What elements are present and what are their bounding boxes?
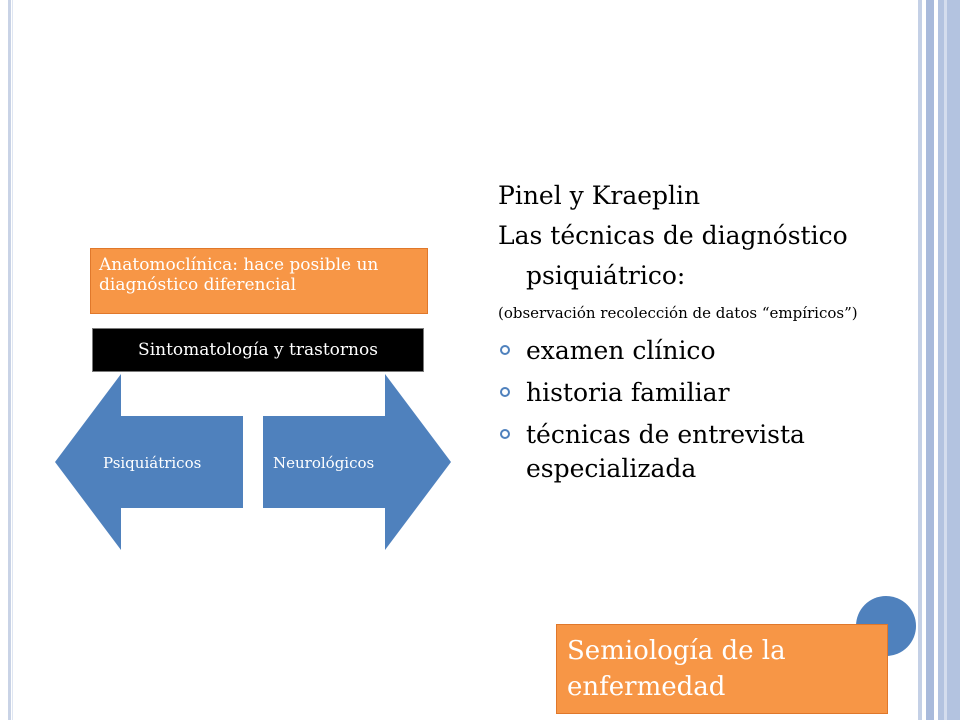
ring-bullet-icon [500, 387, 510, 397]
right-border-strip [926, 0, 934, 720]
arrows-diagram [55, 370, 455, 554]
left-border-inner [12, 0, 13, 720]
content-text [498, 176, 908, 494]
left-arrow-label: Psiquiátricos [103, 454, 202, 472]
bullet-list [498, 334, 908, 486]
sintomatologia-text: Sintomatología y trastornos [138, 340, 378, 360]
list-item [498, 418, 908, 486]
anatomoclinica-text: Anatomoclínica: hace posible un diagnóstico diferencial [99, 255, 379, 295]
heading-tecnicas: Las técnicas de diagnóstico psiquiátrico: [498, 221, 848, 290]
right-border-strip [918, 0, 922, 720]
list-item-label: examen clínico [526, 336, 716, 365]
list-item [498, 376, 908, 410]
list-item-label: técnicas de entrevista especializada [526, 420, 805, 483]
heading-pinel: Pinel y Kraeplin [498, 181, 701, 210]
title-box [556, 624, 888, 714]
anatomoclinica-box [90, 248, 428, 314]
right-border-strip [944, 0, 947, 720]
left-border [8, 0, 11, 720]
right-arrow-label: Neurológicos [273, 454, 375, 472]
ring-bullet-icon [500, 345, 510, 355]
ring-bullet-icon [500, 429, 510, 439]
note-observacion: (observación recolección de datos “empíricos”) [498, 304, 858, 322]
slide-title: Semiología de la enfermedad [567, 636, 786, 702]
right-border-strip [938, 0, 960, 720]
list-item-label: historia familiar [526, 378, 730, 407]
sintomatologia-bar [92, 328, 424, 372]
list-item [498, 334, 908, 368]
